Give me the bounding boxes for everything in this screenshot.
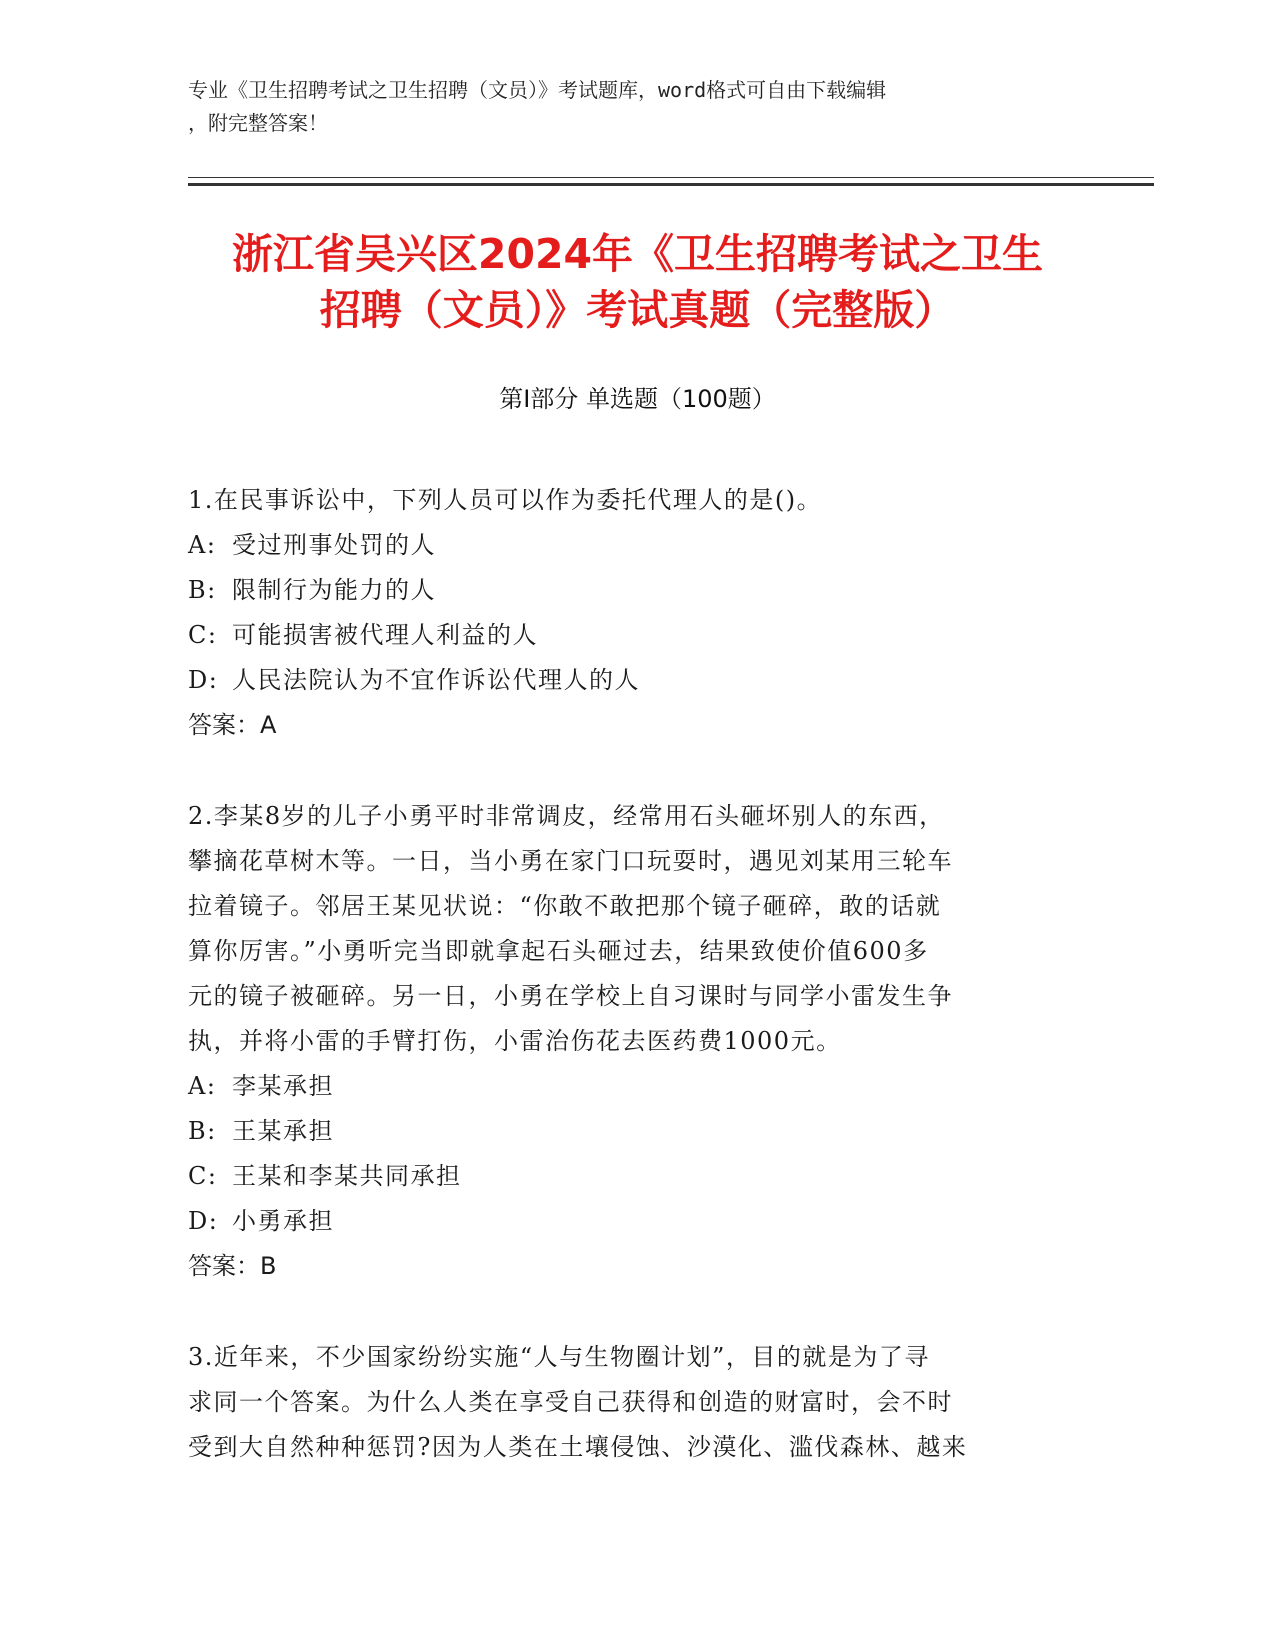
option-text: 王某和李某共同承担 <box>232 1162 462 1190</box>
header-note-line-1: 专业《卫生招聘考试之卫生招聘（文员）》考试题库，word格式可自由下载编辑 <box>188 78 887 102</box>
question-stem-line: 1.在民事诉讼中，下列人员可以作为委托代理人的是()。 <box>188 486 823 514</box>
option-key: B: <box>188 1117 217 1145</box>
option-key: D: <box>188 666 219 694</box>
question-2 <box>188 794 1078 1289</box>
header-note-line-2: ，附完整答案！ <box>188 111 328 135</box>
question-stem-line: 攀摘花草树木等。一日，当小勇在家门口玩耍时，遇见刘某用三轮车 <box>188 847 953 875</box>
option-b <box>188 1109 1078 1154</box>
document-title-line-2: 招聘（文员）》考试真题（完整版） <box>319 286 956 334</box>
header-note <box>188 74 1088 140</box>
option-text: 人民法院认为不宜作诉讼代理人的人 <box>232 666 640 694</box>
option-text: 小勇承担 <box>232 1207 334 1235</box>
question-3 <box>188 1335 1078 1470</box>
option-d <box>188 658 1078 703</box>
question-stem-line: 执，并将小雷的手臂打伤，小雷治伤花去医药费1000元。 <box>188 1027 842 1055</box>
question-stem-line: 求同一个答案。为什么人类在享受自己获得和创造的财富时，会不时 <box>188 1388 953 1416</box>
document-title-line-1: 浙江省吴兴区2024年《卫生招聘考试之卫生 <box>231 230 1044 278</box>
question-stem-line: 受到大自然种种惩罚?因为人类在土壤侵蚀、沙漠化、滥伐森林、越来 <box>188 1433 968 1461</box>
option-text: 受过刑事处罚的人 <box>232 531 436 559</box>
document-title <box>160 226 1115 338</box>
option-text: 李某承担 <box>232 1072 334 1100</box>
option-c <box>188 1154 1078 1199</box>
header-divider-thick <box>188 183 1154 186</box>
answer-line: 答案：A <box>188 711 277 739</box>
option-key: C: <box>188 1162 218 1190</box>
question-stem-line: 2.李某8岁的儿子小勇平时非常调皮，经常用石头砸坏别人的东西， <box>188 802 945 830</box>
option-a <box>188 523 1078 568</box>
option-c <box>188 613 1078 658</box>
section-title: 第Ⅰ部分 单选题（100题） <box>499 385 776 413</box>
question-stem-line: 3.近年来，不少国家纷纷实施“人与生物圈计划”，目的就是为了寻 <box>188 1343 930 1371</box>
question-1 <box>188 478 1078 748</box>
option-text: 限制行为能力的人 <box>232 576 436 604</box>
question-list <box>188 478 1078 1516</box>
question-stem-line: 元的镜子被砸碎。另一日，小勇在学校上自习课时与同学小雷发生争 <box>188 982 953 1010</box>
header-divider-thin <box>188 177 1154 178</box>
option-key: A: <box>188 1072 217 1100</box>
option-b <box>188 568 1078 613</box>
question-stem-line: 算你厉害。”小勇听完当即就拿起石头砸过去，结果致使价值600多 <box>188 937 929 965</box>
option-d <box>188 1199 1078 1244</box>
option-text: 王某承担 <box>232 1117 334 1145</box>
answer-line: 答案：B <box>188 1252 277 1280</box>
option-key: A: <box>188 531 217 559</box>
option-text: 可能损害被代理人利益的人 <box>232 621 538 649</box>
option-key: D: <box>188 1207 219 1235</box>
option-key: B: <box>188 576 217 604</box>
question-stem-line: 拉着镜子。邻居王某见状说：“你敢不敢把那个镜子砸碎，敢的话就 <box>188 892 942 920</box>
option-key: C: <box>188 621 218 649</box>
option-a <box>188 1064 1078 1109</box>
